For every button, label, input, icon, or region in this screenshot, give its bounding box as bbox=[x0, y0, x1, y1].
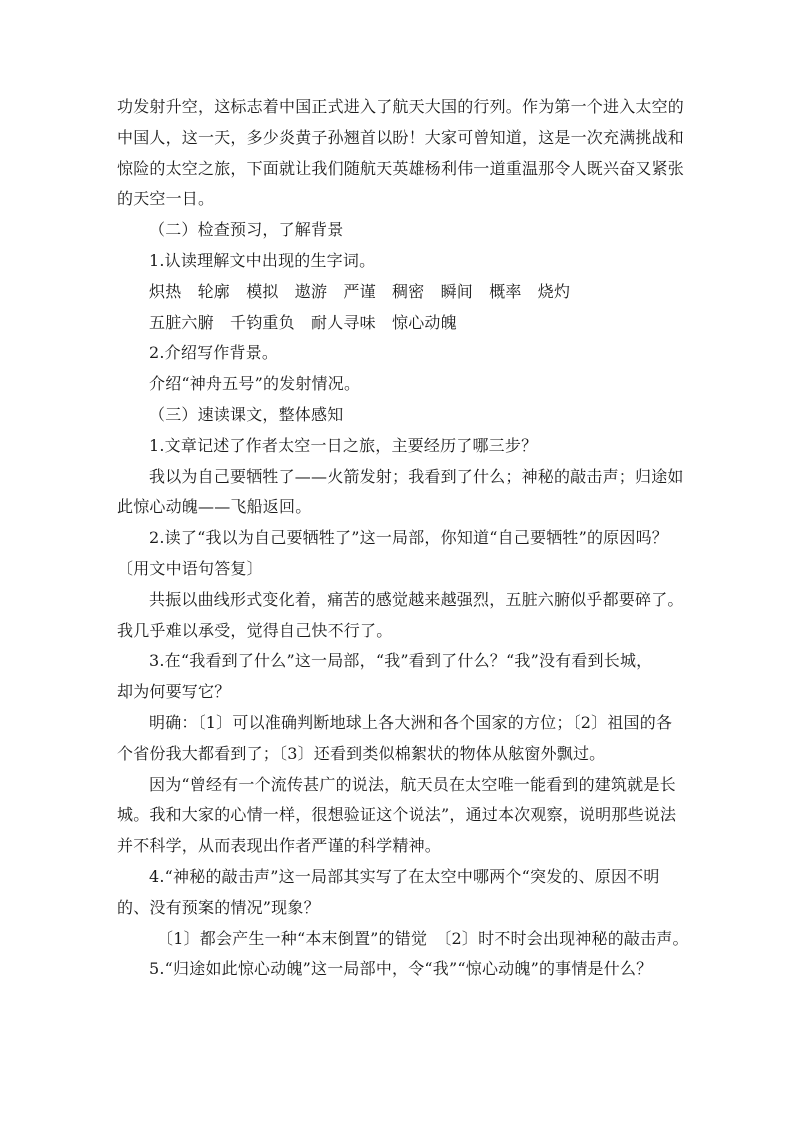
question-line: 〔用文中语句答复〕 bbox=[117, 558, 263, 578]
document-page bbox=[117, 92, 689, 985]
paragraph-line: 惊险的太空之旅，下面就让我们随航天英雄杨利伟一道重温那令人既兴奋又紧张 bbox=[117, 158, 685, 178]
vocabulary-line: 炽热 轮廓 模拟 遨游 严谨 稠密 瞬间 概率 烧灼 bbox=[149, 281, 571, 301]
answer-line: 城。我和大家的心情一样，很想验证这个说法”，通过本次观察，说明那些说法 bbox=[117, 805, 677, 825]
question-line: 5.“归途如此惊心动魄”这一局部中，令“我”“惊心动魄”的事情是什么？ bbox=[149, 959, 653, 979]
answer-line: 共振以曲线形式变化着，痛苦的感觉越来越强烈，五脏六腑似乎都要碎了。 bbox=[149, 589, 684, 609]
answer-line: 我以为自己要牺牲了——火箭发射；我看到了什么；神秘的敲击声；归途如 bbox=[149, 466, 684, 486]
list-item: 2.介绍写作背景。 bbox=[149, 343, 279, 363]
question-line: 4.“神秘的敲击声”这一局部其实写了在太空中哪两个“突发的、原因不明 bbox=[149, 866, 660, 886]
answer-line: 我几乎难以承受，觉得自己快不行了。 bbox=[117, 620, 393, 640]
question-line: 1.文章记述了作者太空一日之旅，主要经历了哪三步？ bbox=[149, 435, 538, 455]
vocabulary-line: 五脏六腑 千钧重负 耐人寻味 惊心动魄 bbox=[149, 312, 457, 332]
answer-line: 个省份我大都看到了；〔3〕还看到类似棉絮状的物体从舷窗外飘过。 bbox=[117, 743, 606, 763]
question-line: 2.读了“我以为自己要牺牲了”这一局部，你知道“自己要牺牲”的原因吗？ bbox=[149, 528, 668, 548]
answer-line: 并不科学，从而表现出作者严谨的科学精神。 bbox=[117, 836, 442, 856]
answer-line: 此惊心动魄——飞船返回。 bbox=[117, 497, 312, 517]
list-item: 1.认读理解文中出现的生字词。 bbox=[149, 250, 376, 270]
question-line: 却为何要写它？ bbox=[117, 682, 231, 702]
paragraph-line: 中国人，这一天，多少炎黄子孙翘首以盼！大家可曾知道，这是一次充满挑战和 bbox=[117, 127, 685, 147]
answer-line: 〔1〕都会产生一种“本末倒置”的错觉 〔2〕时不时会出现神秘的敲击声。 bbox=[157, 928, 689, 948]
paragraph-line: 功发射升空，这标志着中国正式进入了航天大国的行列。作为第一个进入太空的 bbox=[117, 97, 685, 116]
question-line: 的、没有预案的情况”现象？ bbox=[117, 897, 320, 917]
section-heading: （三）速读课文，整体感知 bbox=[149, 404, 344, 424]
section-heading: （二）检查预习，了解背景 bbox=[149, 220, 344, 240]
question-line: 3.在“我看到了什么”这一局部，“我”看到了什么？“我”没有看到长城， bbox=[149, 651, 653, 671]
answer-line: 因为“曾经有一个流传甚广的说法，航天员在太空唯一能看到的建筑就是长 bbox=[149, 774, 676, 794]
answer-line: 明确：〔1〕可以准确判断地球上各大洲和各个国家的方位；〔2〕祖国的各 bbox=[149, 712, 673, 732]
paragraph-line: 的天空一日。 bbox=[117, 189, 215, 209]
paragraph-line: 介绍“神舟五号”的发射情况。 bbox=[149, 374, 361, 394]
